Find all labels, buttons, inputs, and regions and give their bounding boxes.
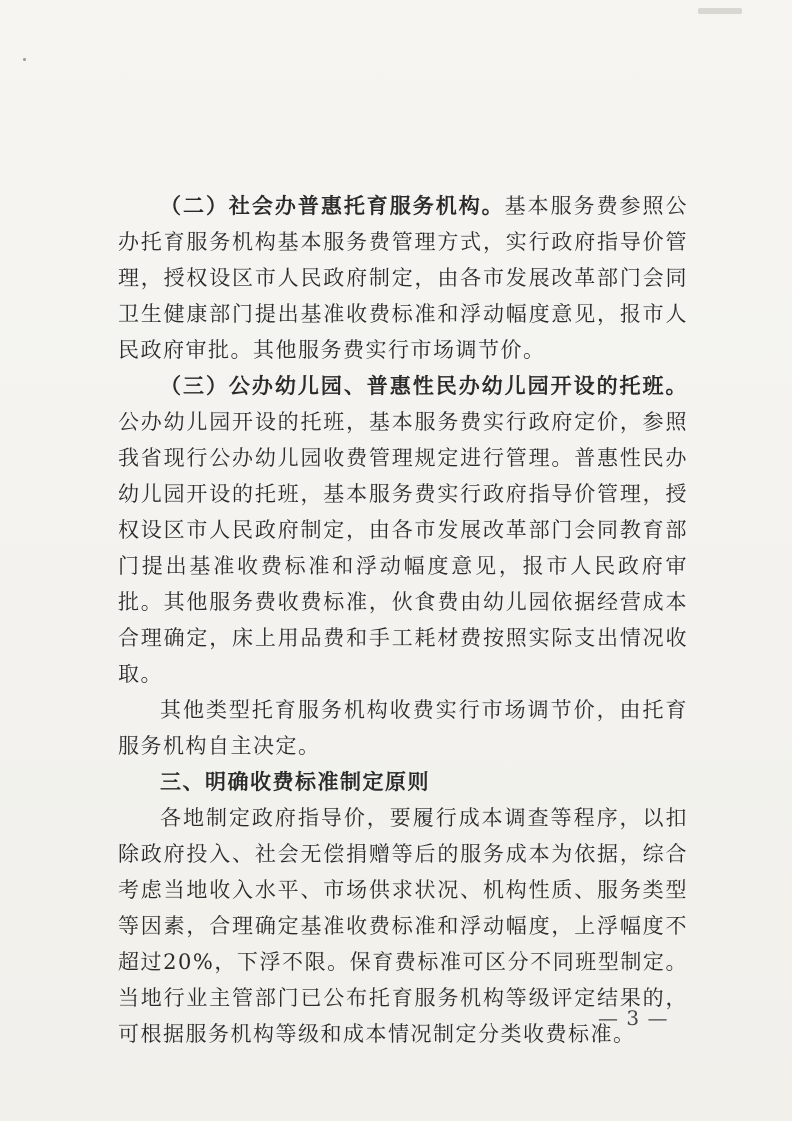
scan-mark [698, 8, 742, 14]
paragraph-text: 公办幼儿园开设的托班，基本服务费实行政府定价，参照我省现行公办幼儿园收费管理规定进行管理。普惠性民办幼儿园开设的托班，基本服务费实行政府指导价管理，授权设区市人民政府制定，由各市发展改革部门会同教育部门提出基准收费标准和浮动幅度意见，报市人民政府审批。其他服务费收费标准，伙食费由幼儿园依据经营成本合理确定，床上用品费和手工耗材费按照实际支出情况收取。 [118, 410, 688, 686]
paragraph-text: 各地制定政府指导价，要履行成本调查等程序，以扣除政府投入、社会无偿捐赠等后的服务成本为依据，综合考虑当地收入水平、市场供求状况、机构性质、服务类型等因素，合理确定基准收费标准和浮动幅度，上浮幅度不超过20%，下浮不限。保育费标准可区分不同班型制定。当地行业主管部门已公布托育服务机构等级评定结果的，可根据服务机构等级和成本情况制定分类收费标准。 [118, 806, 688, 1046]
page-number: — 3 — [598, 1006, 669, 1030]
paragraph-text: 基本服务费参照公办托育服务机构基本服务费管理方式，实行政府指导价管理，授权设区市人民政府制定，由各市发展改革部门会同卫生健康部门提出基准收费标准和浮动幅度意见，报市人民政府审批。其他服务费实行市场调节价。 [118, 194, 689, 362]
paragraph-other-institutions [118, 692, 688, 764]
paragraph-lead: （二）社会办普惠托育服务机构。 [160, 193, 505, 218]
paragraph-lead: （三）公办幼儿园、普惠性民办幼儿园开设的托班。 [160, 373, 688, 398]
section-heading: 三、明确收费标准制定原则 [160, 769, 430, 794]
paragraph-kindergarten-classes [118, 368, 688, 692]
paragraph-text: 其他类型托育服务机构收费实行市场调节价，由托育服务机构自主决定。 [118, 698, 688, 758]
scan-speck [23, 58, 26, 61]
paragraph-social-institutions [118, 188, 688, 368]
body-text [118, 188, 688, 1052]
